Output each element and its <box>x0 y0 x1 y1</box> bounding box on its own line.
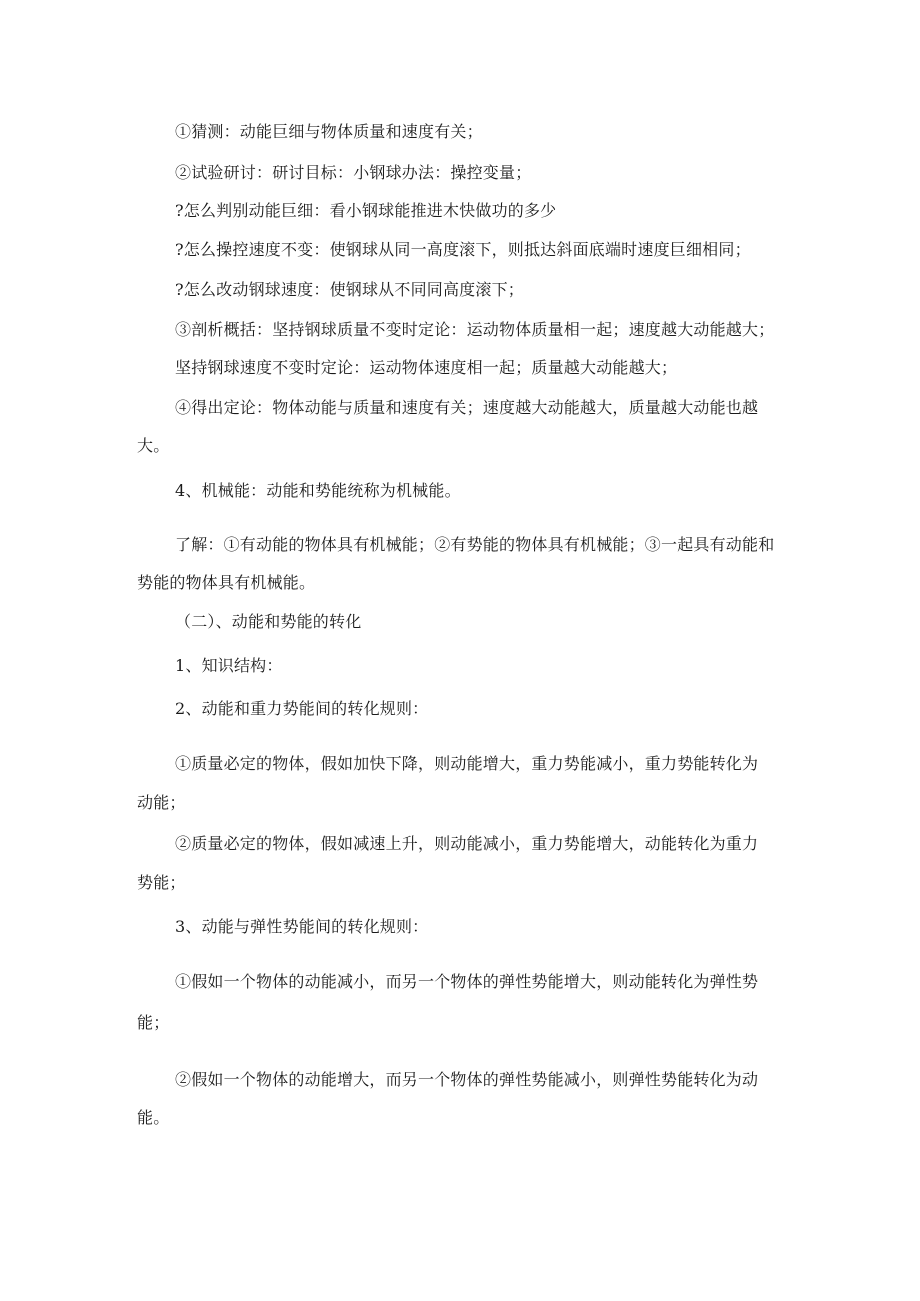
elastic-rule-1-line1: ①假如一个物体的动能减小，而另一个物体的弹性势能增大，则动能转化为弹性势 <box>175 972 759 991</box>
understanding-paragraph-line2: 势能的物体具有机械能。 <box>137 573 316 592</box>
elastic-conversion-heading: 3、动能与弹性势能间的转化规则： <box>175 917 429 936</box>
elastic-rule-2-line2: 能。 <box>137 1108 170 1127</box>
judge-kinetic-paragraph: ?怎么判别动能巨细：看小钢球能推进木快做功的多少 <box>175 201 557 220</box>
speed-constant-paragraph: 坚持钢球速度不变时定论：运动物体速度相一起；质量越大动能越大； <box>175 358 678 377</box>
conclusion-paragraph-line2: 大。 <box>137 436 170 455</box>
section-heading-conversion: （二）、动能和势能的转化 <box>175 612 362 631</box>
analysis-paragraph: ③剖析概括：坚持钢球质量不变时定论：运动物体质量相一起；速度越大动能越大； <box>175 320 775 339</box>
elastic-rule-1-line2: 能； <box>137 1013 170 1032</box>
conclusion-paragraph-line1: ④得出定论：物体动能与质量和速度有关；速度越大动能越大，质量越大动能也越 <box>175 398 759 417</box>
understanding-paragraph-line1: 了解：①有动能的物体具有机械能；②有势能的物体具有机械能；③一起具有动能和 <box>175 535 775 554</box>
knowledge-structure-heading: 1、知识结构： <box>175 656 283 675</box>
gravity-rule-1-line2: 动能； <box>137 793 186 812</box>
elastic-rule-2-line1: ②假如一个物体的动能增大，而另一个物体的弹性势能减小，则弹性势能转化为动 <box>175 1070 759 1089</box>
gravity-rule-2-line2: 势能； <box>137 873 186 892</box>
gravity-rule-1-line1: ①质量必定的物体，假如加快下降，则动能增大，重力势能减小，重力势能转化为 <box>175 754 759 773</box>
gravity-rule-2-line1: ②质量必定的物体，假如减速上升，则动能减小，重力势能增大，动能转化为重力 <box>175 834 759 853</box>
mechanical-energy-heading: 4、机械能：动能和势能统称为机械能。 <box>175 481 461 500</box>
guess-paragraph: ①猜测：动能巨细与物体质量和速度有关； <box>175 122 483 141</box>
experiment-paragraph: ②试验研讨：研讨目标：小钢球办法：操控变量； <box>175 163 532 182</box>
change-speed-paragraph: ?怎么改动钢球速度：使钢球从不同同高度滚下； <box>175 280 524 299</box>
gravity-conversion-heading: 2、动能和重力势能间的转化规则： <box>175 699 429 718</box>
control-speed-paragraph: ?怎么操控速度不变：使钢球从同一高度滚下，则抵达斜面底端时速度巨细相同； <box>175 240 751 259</box>
